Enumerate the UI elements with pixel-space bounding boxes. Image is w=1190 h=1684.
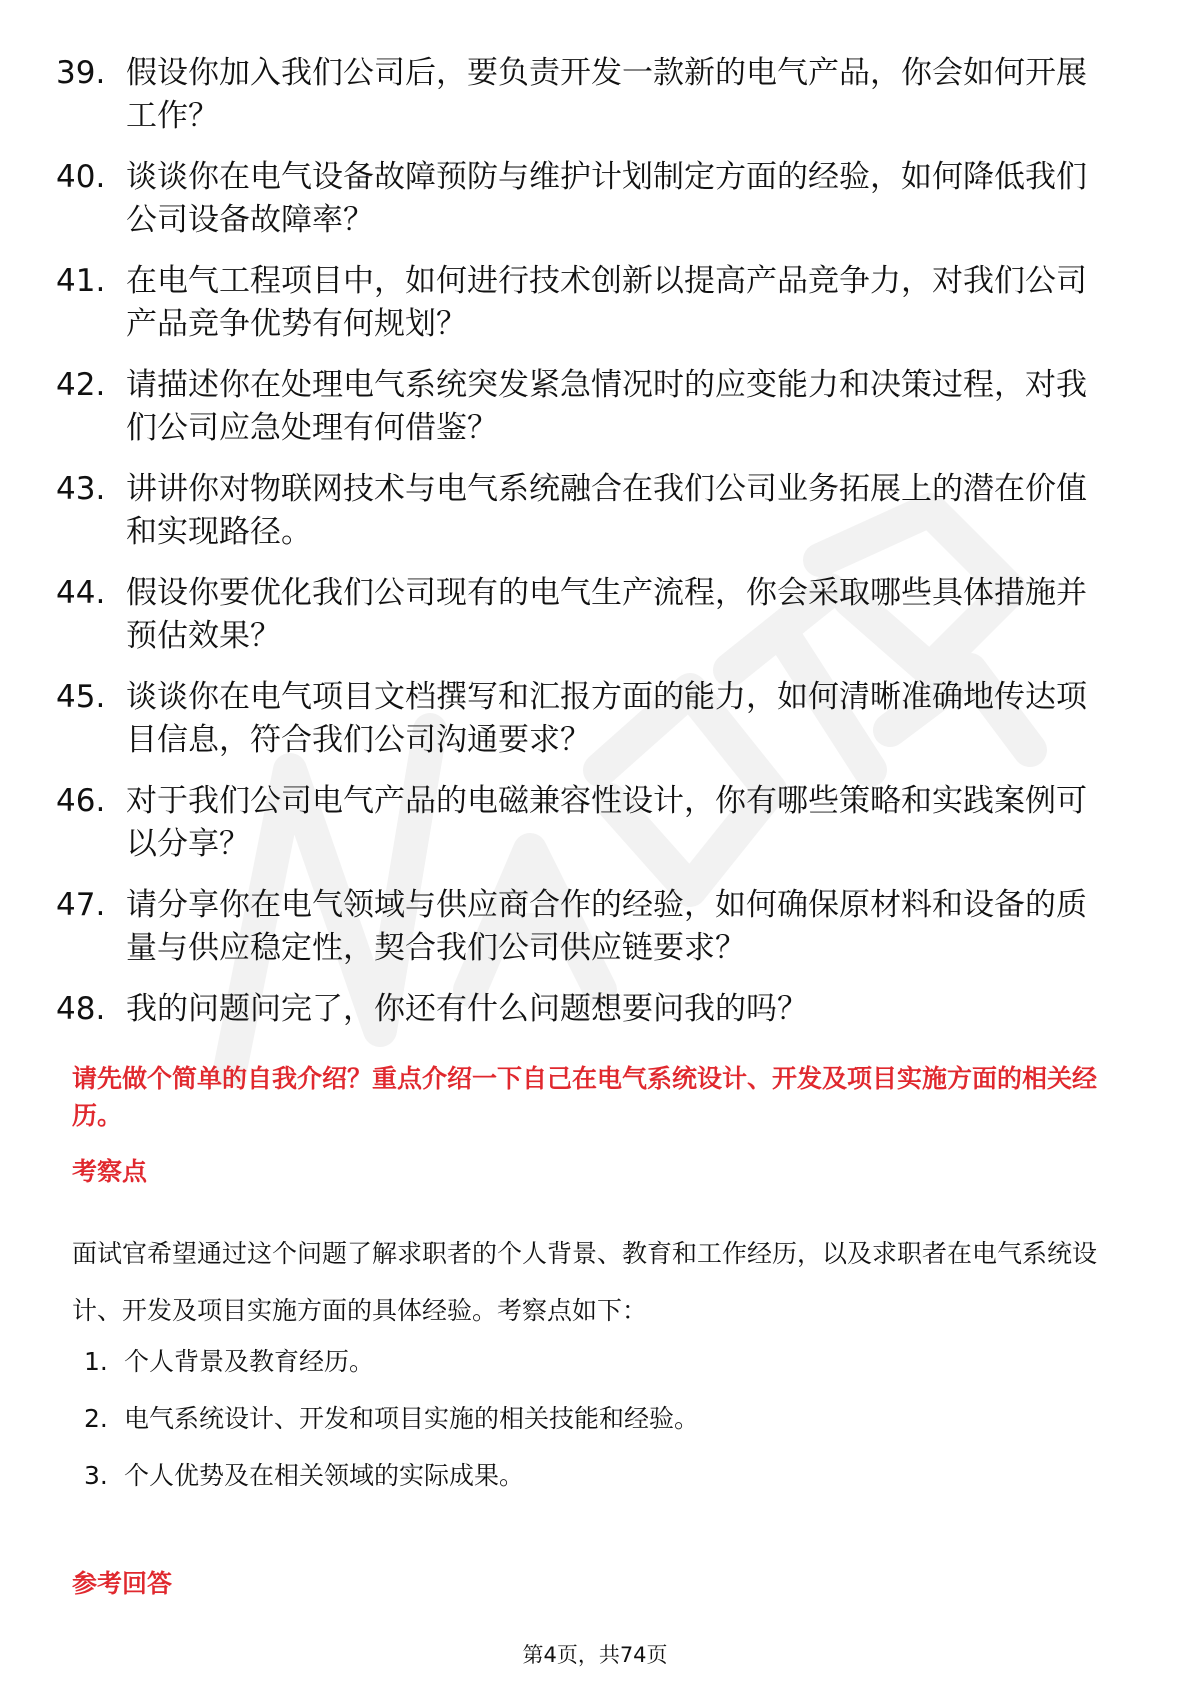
question-number: 40.	[56, 159, 106, 195]
point-number: 2.	[84, 1404, 108, 1433]
question-text: 假设你要优化我们公司现有的电气生产流程，你会采取哪些具体措施并预估效果？	[126, 575, 1087, 654]
question-text: 讲讲你对物联网技术与电气系统融合在我们公司业务拓展上的潜在价值和实现路径。	[126, 471, 1087, 550]
question-number: 45.	[56, 679, 106, 715]
question-text: 请分享你在电气领域与供应商合作的经验，如何确保原材料和设备的质量与供应稳定性，契合我们公司供应链要求？	[126, 887, 1087, 966]
question-list	[56, 52, 1116, 1049]
question-number: 47.	[56, 887, 106, 923]
question-text: 对于我们公司电气产品的电磁兼容性设计，你有哪些策略和实践案例可以分享？	[126, 783, 1087, 862]
point-text: 电气系统设计、开发和项目实施的相关技能和经验。	[124, 1404, 700, 1433]
list-item	[56, 364, 1116, 450]
list-item	[56, 156, 1116, 242]
question-number: 39.	[56, 55, 106, 91]
point-number: 1.	[84, 1347, 108, 1376]
question-number: 46.	[56, 783, 106, 819]
observe-points-list	[84, 1345, 699, 1516]
list-item	[56, 676, 1116, 762]
question-text: 谈谈你在电气设备故障预防与维护计划制定方面的经验，如何降低我们公司设备故障率？	[126, 159, 1087, 238]
list-item	[56, 780, 1116, 866]
list-item	[84, 1459, 699, 1493]
question-number: 43.	[56, 471, 106, 507]
list-item	[56, 988, 1116, 1031]
question-number: 44.	[56, 575, 106, 611]
question-number: 41.	[56, 263, 106, 299]
point-text: 个人优势及在相关领域的实际成果。	[124, 1461, 525, 1490]
point-text: 个人背景及教育经历。	[124, 1347, 375, 1376]
observe-paragraph: 面试官希望通过这个问题了解求职者的个人背景、教育和工作经历，以及求职者在电气系统设计、开发及项目实施方面的具体经验。考察点如下：	[72, 1239, 1098, 1325]
point-number: 3.	[84, 1461, 108, 1490]
list-item	[84, 1402, 699, 1436]
question-number: 42.	[56, 367, 106, 403]
answer-heading: 参考回答	[72, 1569, 173, 1598]
list-item	[56, 572, 1116, 658]
list-item	[56, 468, 1116, 554]
observe-heading: 考察点	[72, 1157, 148, 1186]
page-footer: 第4页，共74页	[522, 1643, 668, 1667]
question-text: 请描述你在处理电气系统突发紧急情况时的应变能力和决策过程，对我们公司应急处理有何借鉴？	[126, 367, 1087, 446]
question-text: 谈谈你在电气项目文档撰写和汇报方面的能力，如何清晰准确地传达项目信息，符合我们公司沟通要求？	[126, 679, 1087, 758]
question-number: 48.	[56, 991, 106, 1027]
list-item	[84, 1345, 699, 1379]
detail-question-title: 请先做个简单的自我介绍？重点介绍一下自己在电气系统设计、开发及项目实施方面的相关经历。	[72, 1064, 1098, 1130]
list-item	[56, 884, 1116, 970]
list-item	[56, 52, 1116, 138]
question-text: 在电气工程项目中，如何进行技术创新以提高产品竞争力，对我们公司产品竞争优势有何规划？	[126, 263, 1087, 342]
question-text: 我的问题问完了，你还有什么问题想要问我的吗？	[126, 991, 808, 1027]
question-text: 假设你加入我们公司后，要负责开发一款新的电气产品，你会如何开展工作？	[126, 55, 1087, 134]
list-item	[56, 260, 1116, 346]
